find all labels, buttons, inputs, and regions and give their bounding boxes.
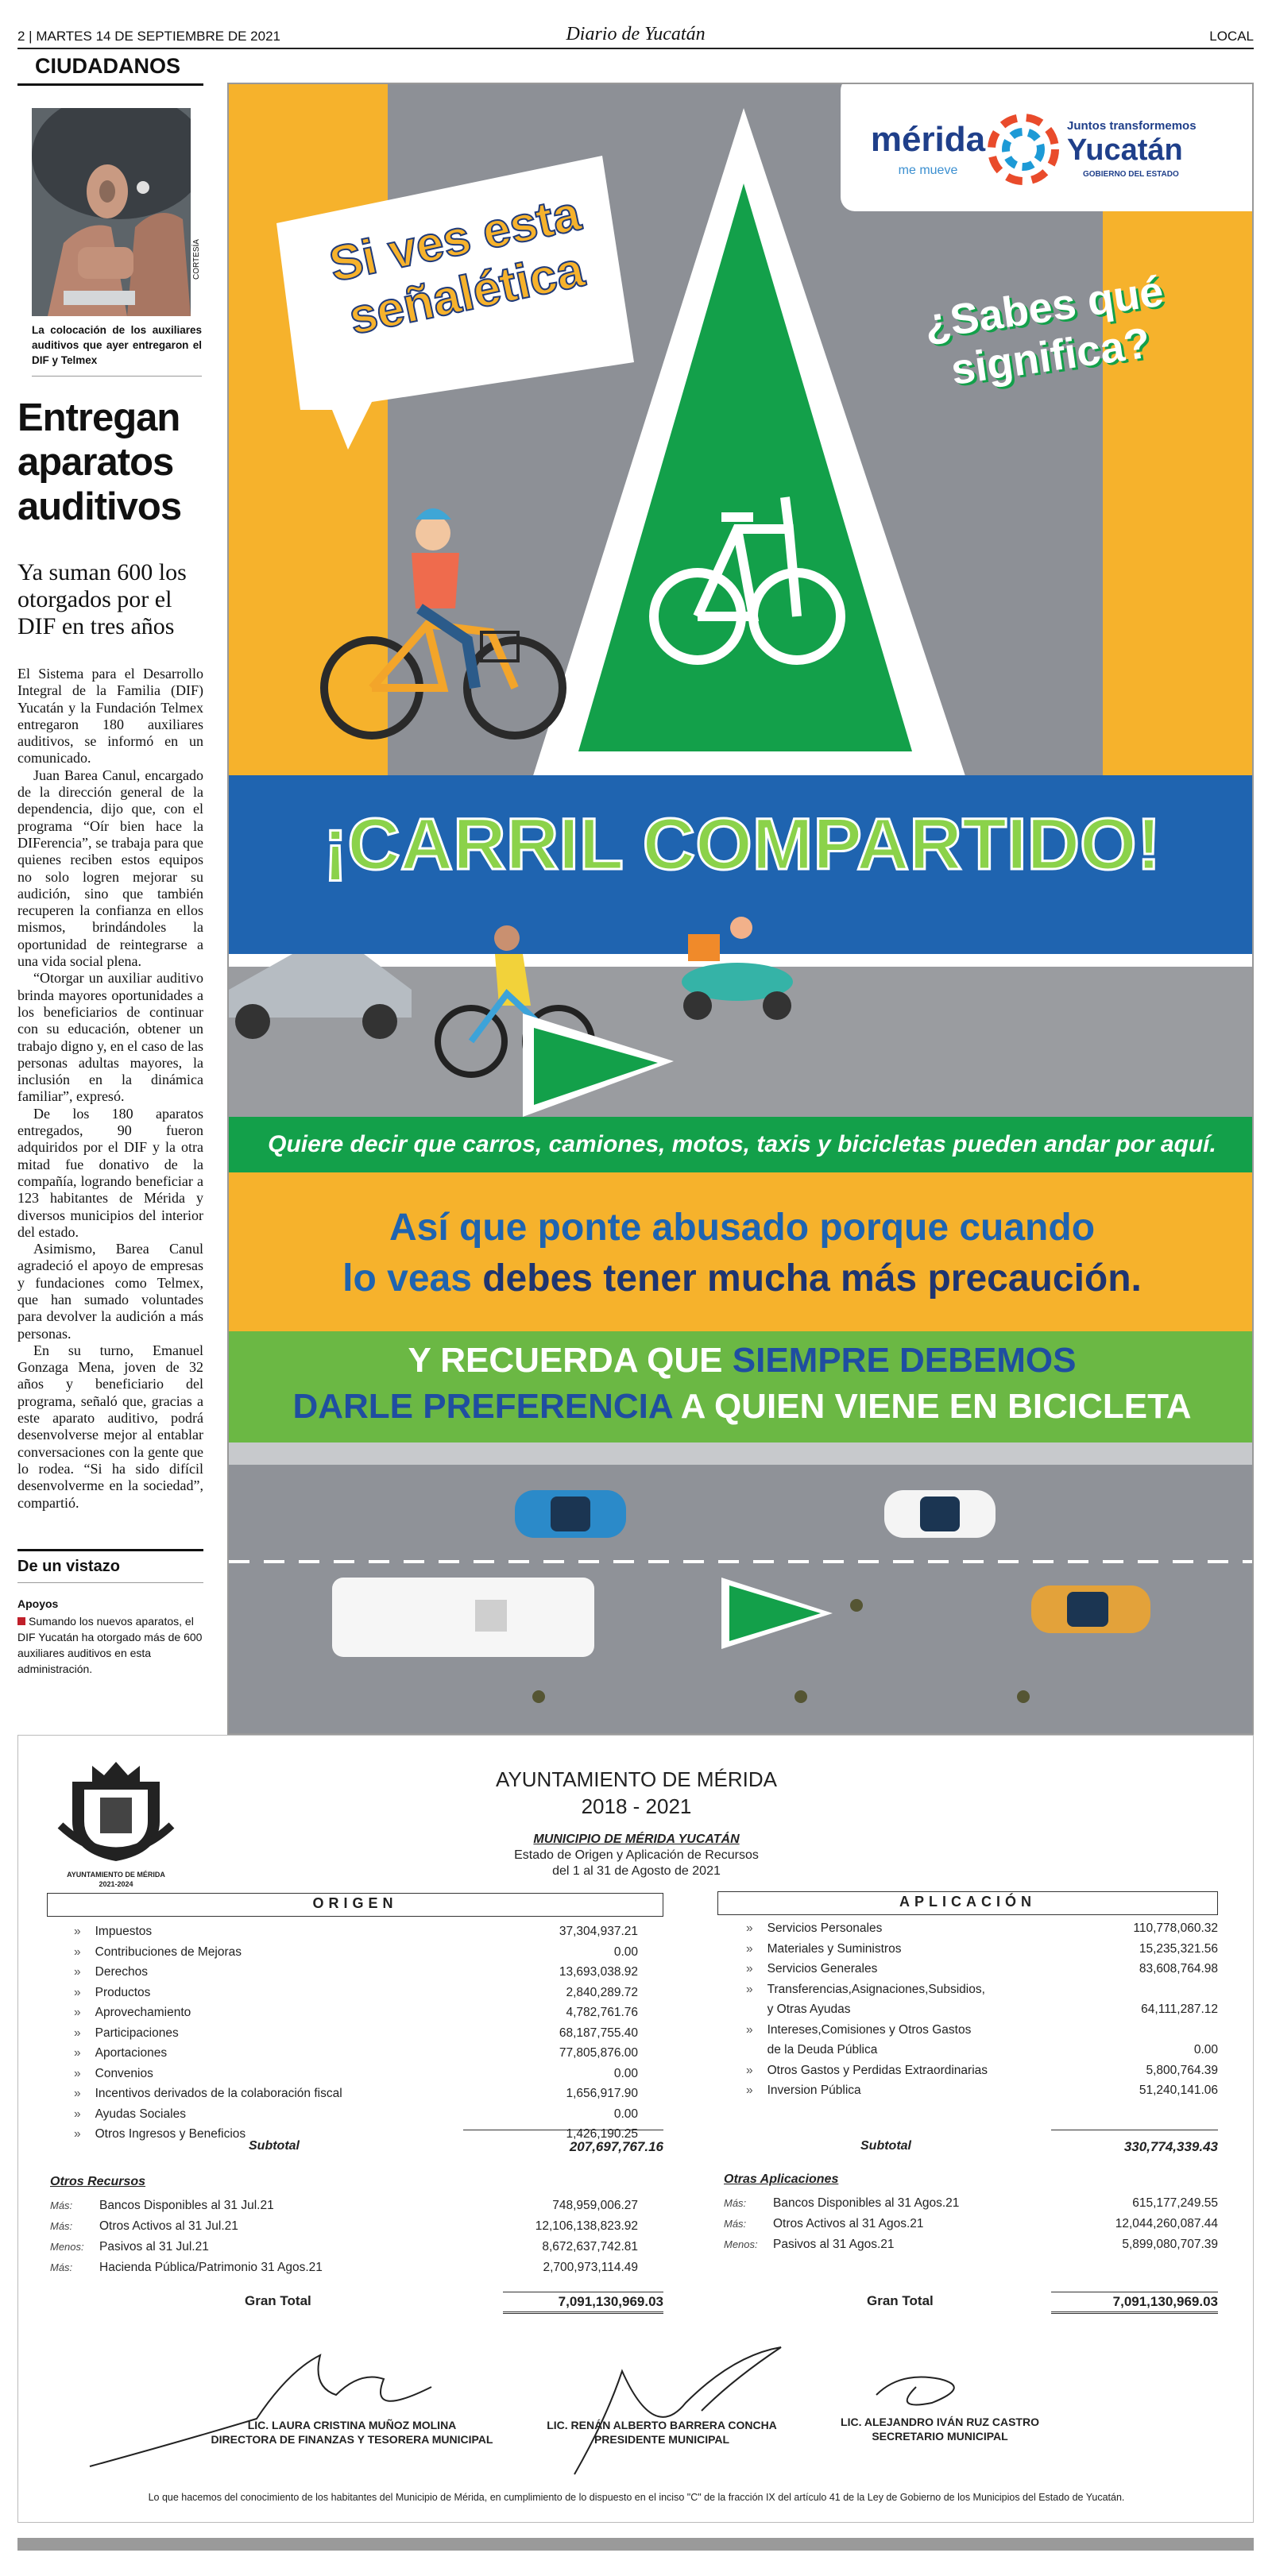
row-prefix: Más:: [724, 2197, 747, 2209]
otros-aplicacion-row-label: [724, 2238, 895, 2252]
row-prefix: Menos:: [50, 2241, 84, 2253]
row-bullet-icon: »: [74, 2087, 81, 2100]
report-municipio: MUNICIPIO DE MÉRIDA YUCATÁN: [533, 1833, 740, 1846]
row-text: y Otras Ayudas: [767, 2002, 851, 2016]
report-years: 2018 - 2021: [581, 1794, 692, 1818]
otros-origen-row-value: 2,700,973,114.49: [543, 2261, 638, 2274]
row-bullet-icon: »: [746, 1921, 753, 1935]
row-text: Transferencias,Asignaciones,Subsidios,: [767, 1982, 985, 1996]
row-text: Intereses,Comisiones y Otros Gastos: [767, 2022, 972, 2037]
glance-title: De un vistazo: [17, 1558, 203, 1583]
origen-row-value: 13,693,038.92: [559, 1965, 638, 1979]
row-prefix: Más:: [724, 2218, 747, 2230]
row-text: Pasivos al 31 Agos.21: [773, 2238, 895, 2251]
section-title: CIUDADANOS: [17, 54, 203, 86]
asi-que-line2b: debes tener mucha más precaución.: [482, 1257, 1142, 1300]
recuerda-line2a: DARLE PREFERENCIA: [292, 1387, 672, 1426]
seal-caption: AYUNTAMIENTO DE MÉRIDA: [67, 1871, 165, 1879]
row-bullet-icon: »: [746, 2022, 753, 2037]
subtotal-aplicacion-label: Subtotal: [860, 2139, 911, 2153]
origen-row-label: [74, 2046, 167, 2060]
origen-row-label: [74, 2107, 186, 2122]
aplicacion-row-value: 83,608,764.98: [1139, 1962, 1218, 1975]
otros-origen-row-label: [50, 2219, 238, 2234]
origen-row-label: [74, 2006, 191, 2020]
otros-aplicacion-row-label: [724, 2217, 924, 2231]
row-bullet-icon: »: [74, 2006, 81, 2019]
bus-icon: [332, 1578, 594, 1657]
aplicacion-row-label: [746, 2084, 861, 2098]
row-text: Aportaciones: [95, 2046, 168, 2060]
row-text: Otros Gastos y Perdidas Extraordinarias: [767, 2063, 988, 2077]
orange-car-icon: [1031, 1585, 1150, 1633]
aplicacion-row-value: 5,800,764.39: [1146, 2063, 1218, 2077]
recuerda-line1a: Y RECUERDA QUE: [408, 1341, 733, 1380]
signer-3-role: SECRETARIO MUNICIPAL: [872, 2430, 1008, 2443]
row-bullet-icon: »: [74, 1945, 81, 1959]
origen-header: ORIGEN: [47, 1893, 663, 1917]
row-text: Contribuciones de Mejoras: [95, 1945, 242, 1959]
row-bullet-icon: »: [74, 2066, 81, 2080]
section-label: LOCAL: [1209, 29, 1254, 44]
subtotal-origen-value: 207,697,767.16: [569, 2139, 663, 2154]
row-text: Pasivos al 31 Jul.21: [99, 2240, 209, 2254]
gran-total-origen-label: Gran Total: [245, 2293, 311, 2308]
signer-2-name: LIC. RENÁN ALBERTO BARRERA CONCHA: [547, 2419, 777, 2431]
aplicacion-row-value: 64,111,287.12: [1141, 2002, 1218, 2016]
row-text: Inversion Pública: [767, 2084, 861, 2097]
origen-row-value: 68,187,755.40: [559, 2026, 638, 2040]
origen-row-label: [74, 2067, 153, 2081]
row-bullet-icon: »: [746, 2063, 753, 2077]
aplicacion-row-label: [746, 2002, 850, 2017]
row-prefix: Menos:: [724, 2238, 758, 2250]
otras-aplicaciones-title: Otras Aplicaciones: [724, 2172, 839, 2186]
row-text: Impuestos: [95, 1925, 153, 1938]
origen-row-label: [74, 1965, 148, 1979]
aplicacion-row-label: [746, 1921, 882, 1936]
row-bullet-icon: »: [74, 1985, 81, 1999]
report-title: AYUNTAMIENTO DE MÉRIDA: [496, 1767, 777, 1791]
seal-years: 2021-2024: [99, 1880, 133, 1888]
row-text: Hacienda Pública/Patrimonio 31 Agos.21: [99, 2261, 323, 2274]
row-text: Participaciones: [95, 2026, 179, 2040]
quiere-decir-text: Quiere decir que carros, camiones, motos, taxis y bicicletas pueden andar por aquí.: [268, 1131, 1216, 1157]
bubble-text: Si ves esta señalética: [324, 186, 589, 346]
row-bullet-icon: »: [74, 1925, 81, 1938]
signature-2-icon: [574, 2347, 781, 2474]
subtotal-origen-label: Subtotal: [249, 2139, 300, 2153]
signer-1-role: DIRECTORA DE FINANZAS Y TESORERA MUNICIPAL: [211, 2433, 493, 2446]
article-photo: [32, 108, 191, 316]
origen-row-label: [74, 2127, 246, 2142]
origen-row-value: 0.00: [613, 1945, 638, 1959]
bullet-square-icon: [17, 1617, 25, 1625]
row-text: Aprovechamiento: [95, 2006, 191, 2019]
aplicacion-row-label: [746, 2064, 988, 2078]
row-text: Incentivos derivados de la colaboración fiscal: [95, 2087, 342, 2100]
row-text: Derechos: [95, 1965, 148, 1979]
paragraph: Juan Barea Canul, encargado de la dirección general de la dependencia, dijo que, con el programa “Oír bien hace la DIFerencia”, se trabaja para que quienes reciben estos equipos no solo logren mejorar su audición, sino que también recuperen la confianza en ellos mismos, brindándoles la oportunidad de reintegrarse a una vida social plena.: [17, 767, 203, 970]
aplicacion-row-label: [746, 1962, 877, 1976]
origen-row-label: [74, 1945, 242, 1960]
subheadline: Ya suman 600 los otorgados por el DIF en tres años: [17, 559, 187, 639]
carril-compartido-ad: [227, 83, 1254, 1735]
report-periodo: del 1 al 31 de Agosto de 2021: [552, 1864, 721, 1878]
row-text: Ayudas Sociales: [95, 2107, 186, 2121]
origen-row-value: 0.00: [613, 2066, 638, 2080]
subtotal-aplicacion-value: 330,774,339.43: [1123, 2139, 1218, 2154]
merida-logo-text: mérida: [870, 120, 986, 159]
merida-tagline: me mueve: [898, 164, 958, 177]
row-text: Bancos Disponibles al 31 Agos.21: [773, 2196, 960, 2210]
gran-total-origen-value: 7,091,130,969.03: [503, 2292, 663, 2314]
page-number-date: 2 | MARTES 14 DE SEPTIEMBRE DE 2021: [17, 29, 281, 44]
yucatan-logo-top: Juntos transformemos: [1067, 119, 1197, 133]
signer-3-name: LIC. ALEJANDRO IVÁN RUZ CASTRO: [841, 2416, 1039, 2428]
page-header: [17, 24, 1254, 49]
aplicacion-row-label: [746, 1942, 901, 1956]
otros-aplicacion-row-value: 5,899,080,707.39: [1122, 2238, 1218, 2251]
origen-row-label: [74, 1986, 150, 2000]
row-text: Otros Activos al 31 Agos.21: [773, 2217, 924, 2230]
financial-report: [17, 1735, 1254, 2523]
report-estado: Estado de Origen y Aplicación de Recursos: [514, 1848, 759, 1862]
photo-credit: CORTESÍA: [192, 239, 201, 280]
row-text: Servicios Personales: [767, 1921, 883, 1935]
row-prefix: Más:: [50, 2261, 73, 2273]
aplicacion-row-label: [746, 2043, 877, 2057]
aplicacion-row-value: 0.00: [1193, 2043, 1218, 2057]
origen-row-value: 0.00: [613, 2107, 638, 2121]
aplicacion-row-value: 15,235,321.56: [1139, 1941, 1218, 1956]
row-bullet-icon: »: [74, 2127, 81, 2141]
otros-origen-row-value: 748,959,006.27: [552, 2199, 638, 2212]
row-text: Materiales y Suministros: [767, 1941, 902, 1956]
paragraph: “Otorgar un auxiliar auditivo brinda mayores oportunidades a los beneficiarios de continuar con su educación, obtener un trabajo digno y, en el caso de las personas adultas mayores, la inclusión en la dinámica familiar”, expresó.: [17, 970, 203, 1105]
asi-que-line2a: lo veas: [342, 1257, 483, 1300]
paragraph: En su turno, Emanuel Gonzaga Mena, joven de 32 años y beneficiario del programa, señaló que, gracias a este aparato auditivo, podrá desenvolverse mejor al entablar conversaciones con la gente que lo rodea. “Si ha sido difícil desenvolverme en la sociedad”, compartió.: [17, 1342, 203, 1511]
at-a-glance-box: [17, 1549, 203, 1677]
otros-origen-row-label: [50, 2240, 209, 2254]
origen-row-value: 4,782,761.76: [566, 2006, 638, 2019]
origen-row-label: [74, 1925, 152, 1939]
otros-origen-row-label: [50, 2199, 274, 2213]
origen-row-value: 77,805,876.00: [559, 2046, 638, 2060]
gran-total-aplicacion-label: Gran Total: [867, 2293, 934, 2308]
row-prefix: Más:: [50, 2220, 73, 2232]
row-text: Servicios Generales: [767, 1962, 878, 1975]
bottom-bar: [17, 2538, 1254, 2551]
article-column: [17, 49, 203, 1733]
signature-3-icon: [876, 2377, 954, 2405]
signatures: [18, 2323, 1255, 2482]
headline: Entregan aparatos auditivos: [17, 396, 182, 528]
aplicacion-row-label: [746, 2023, 971, 2037]
recuerda-line1b: SIEMPRE DEBEMOS: [732, 1341, 1077, 1380]
paragraph: Asimismo, Barea Canul agradeció el apoyo de empresas y fundaciones como Telmex, que han sumado voluntades para devolver la audición a más personas.: [17, 1241, 203, 1342]
photo-caption: La colocación de los auxiliares auditivos que ayer entregaron el DIF y Telmex: [32, 322, 202, 377]
blue-car-icon: [515, 1490, 626, 1538]
row-bullet-icon: »: [74, 1965, 81, 1979]
otros-origen-row-label: [50, 2261, 323, 2275]
otros-aplicacion-row-value: 12,044,260,087.44: [1115, 2217, 1218, 2230]
signer-1-name: LIC. LAURA CRISTINA MUÑOZ MOLINA: [247, 2419, 457, 2431]
row-text: de la Deuda Pública: [767, 2043, 878, 2057]
paragraph: El Sistema para el Desarrollo Integral de la Familia (DIF) Yucatán y la Fundación Telmex entregaron 180 auxiliares auditivos, se informó en un comunicado.: [17, 666, 203, 767]
row-bullet-icon: »: [74, 2026, 81, 2040]
gran-total-aplicacion-value: 7,091,130,969.03: [1051, 2292, 1218, 2314]
origen-row-value: 37,304,937.21: [559, 1925, 638, 1938]
row-text: Otros Activos al 31 Jul.21: [99, 2219, 238, 2233]
otros-origen-row-value: 8,672,637,742.81: [542, 2240, 638, 2254]
otros-recursos-title: Otros Recursos: [50, 2175, 146, 2188]
row-prefix: Más:: [50, 2199, 73, 2211]
yucatan-logo-sub: GOBIERNO DEL ESTADO: [1083, 170, 1179, 179]
report-footer: Lo que hacemos del conocimiento de los habitantes del Municipio de Mérida, en cumplimiento de lo dispuesto en el inciso "C" de la fracción IX del artículo 41 de la Ley de Gobierno de los Municipios del Estado de Yucatán.: [148, 2492, 1125, 2503]
otros-origen-row-value: 12,106,138,823.92: [535, 2219, 638, 2233]
asi-que-line1: Así que ponte abusado porque cuando: [389, 1207, 1096, 1249]
otros-aplicacion-row-label: [724, 2196, 959, 2211]
row-bullet-icon: »: [746, 2084, 753, 2097]
signature-1-icon: [90, 2355, 431, 2466]
aplicacion-header: APLICACIÓN: [717, 1891, 1218, 1915]
question-text: ¿Sabes qué significa?: [921, 267, 1166, 394]
row-bullet-icon: »: [74, 2107, 81, 2121]
row-bullet-icon: »: [746, 1982, 753, 1996]
paragraph: De los 180 aparatos entregados, 90 fueron adquiridos por el DIF y la otra mitad fue donativo de la compañía, logrando beneficiar a 123 habitantes de Mérida y diversos municipios del interior del estado.: [17, 1105, 203, 1240]
origen-row-label: [74, 2087, 342, 2101]
article-body: [17, 666, 203, 1512]
aplicacion-row-value: 110,778,060.32: [1133, 1921, 1218, 1935]
origen-row-value: 1,426,190.25: [566, 2127, 638, 2141]
masthead: Diario de Yucatán: [566, 24, 706, 44]
row-bullet-icon: »: [74, 2046, 81, 2060]
otros-aplicacion-row-value: 615,177,249.55: [1132, 2196, 1218, 2210]
row-bullet-icon: »: [746, 1941, 753, 1956]
signer-2-role: PRESIDENTE MUNICIPAL: [593, 2433, 730, 2446]
hearing-aid-photo: [32, 108, 191, 316]
carril-compartido-title: ¡CARRIL COMPARTIDO!: [323, 804, 1162, 885]
aplicacion-row-value: 51,240,141.06: [1139, 2084, 1218, 2097]
yucatan-logo-name: Yucatán: [1067, 133, 1183, 167]
row-text: Otros Ingresos y Beneficios: [95, 2127, 246, 2141]
aplicacion-row-label: [746, 1983, 985, 1997]
row-text: Convenios: [95, 2066, 153, 2080]
white-car-icon: [884, 1490, 996, 1538]
row-text: Productos: [95, 1985, 151, 1999]
row-bullet-icon: »: [746, 1962, 753, 1975]
origen-row-value: 2,840,289.72: [566, 1985, 638, 1999]
glance-text: Sumando los nuevos aparatos, el DIF Yucatán ha otorgado más de 600 auxiliares auditivos en esta administración.: [17, 1615, 203, 1675]
origen-row-value: 1,656,917.90: [566, 2087, 638, 2100]
glance-subtitle: Apoyos: [17, 1597, 59, 1610]
recuerda-line2b: A QUIEN VIENE EN BICICLETA: [671, 1387, 1192, 1426]
origen-row-label: [74, 2026, 179, 2041]
row-text: Bancos Disponibles al 31 Jul.21: [99, 2199, 274, 2212]
